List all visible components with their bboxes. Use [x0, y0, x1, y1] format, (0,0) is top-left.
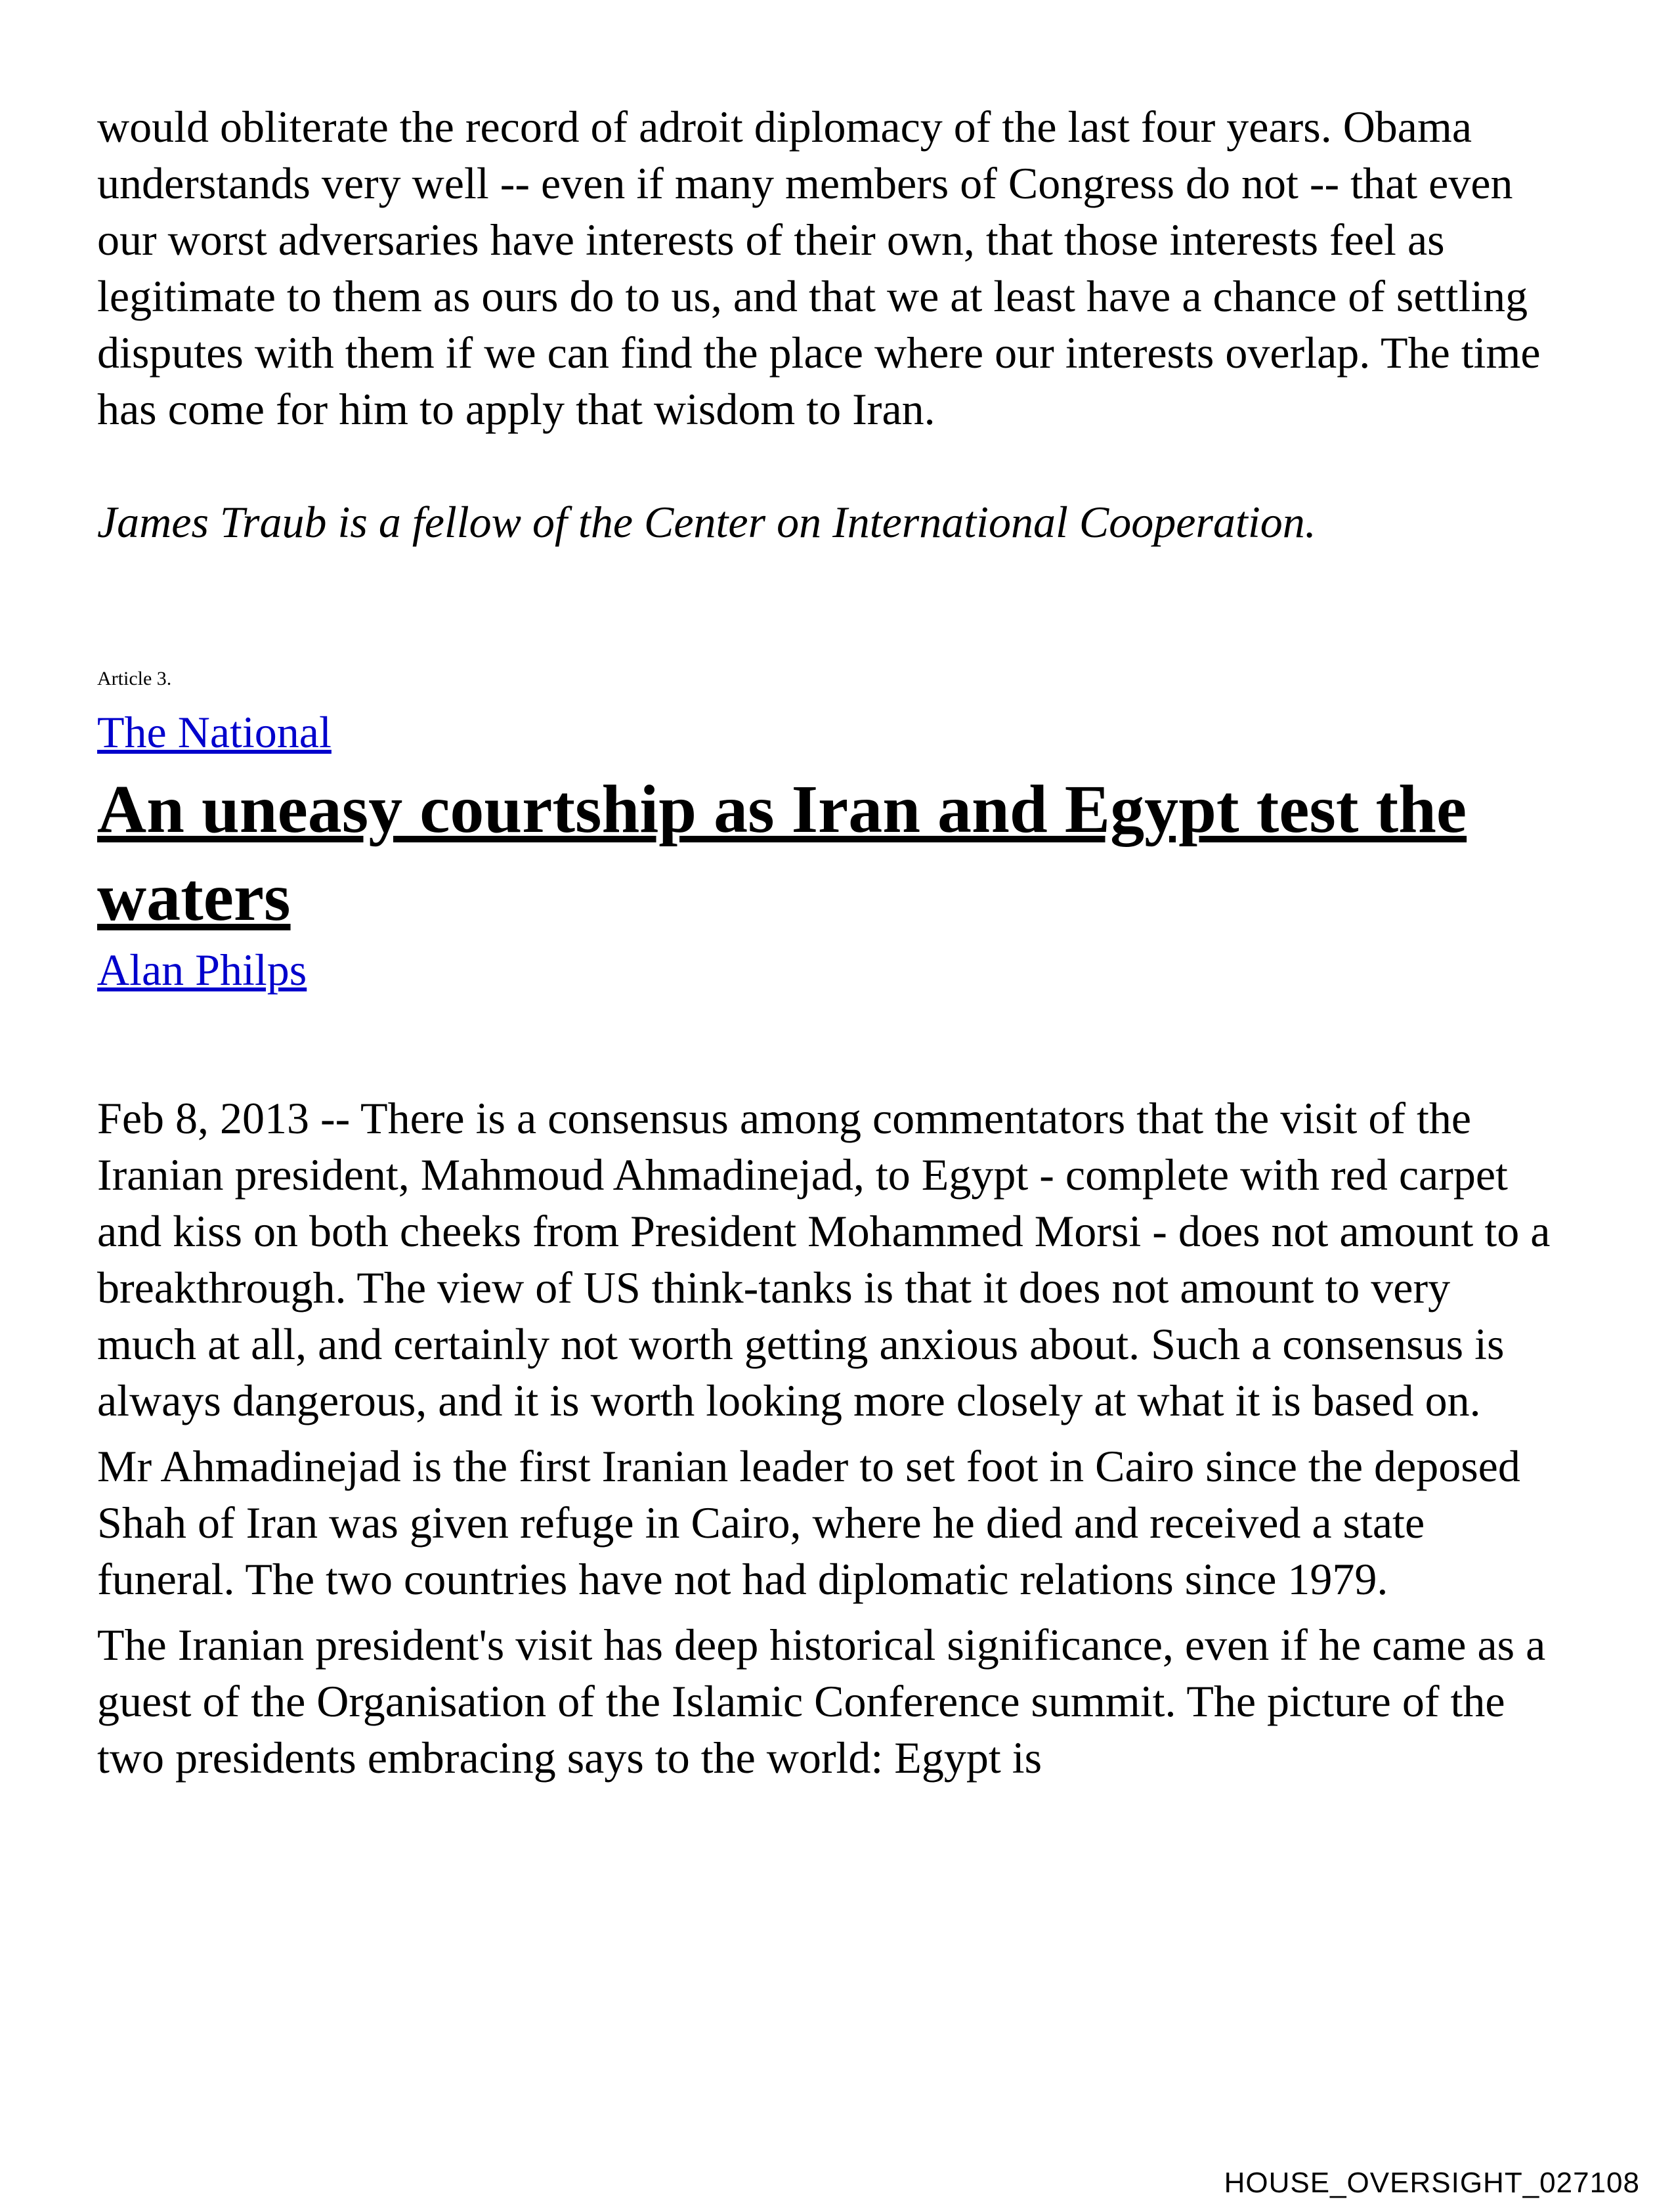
article-paragraph: The Iranian president's visit has deep historical significance, even if he came as a guest of the Organisation of the Islamic Conference summit. The picture of the two presidents embracing says to the world: Egypt is — [97, 1620, 1546, 1783]
previous-article-author-note: James Traub is a fellow of the Center on International Cooperation. — [97, 497, 1316, 547]
author-link[interactable]: Alan Philps — [97, 945, 307, 995]
document-id-stamp: HOUSE_OVERSIGHT_027108 — [1224, 2167, 1640, 2199]
article-paragraph: Mr Ahmadinejad is the first Iranian leader to set foot in Cairo since the deposed Shah of Iran was given refuge in Cairo, where he died and received a state funeral. The two countries have not had diplomatic relations since 1979. — [97, 1441, 1520, 1604]
source-link[interactable]: The National — [97, 707, 332, 757]
document-page — [97, 98, 1555, 1786]
article-number-label: Article 3. — [97, 668, 172, 689]
article-headline: An uneasy courtship as Iran and Egypt test the waters — [97, 771, 1467, 935]
article-paragraph: Feb 8, 2013 -- There is a consensus among commentators that the visit of the Iranian president, Mahmoud Ahmadinejad, to Egypt - complete with red carpet and kiss on both cheeks from President Mohammed Morsi - does not amount to a breakthrough. The view of US think-tanks is that it does not amount to very much at all, and certainly not worth getting anxious about. Such a consensus is always dangerous, and it is worth looking more closely at what it is based on. — [97, 1093, 1551, 1425]
previous-article-closing-paragraph: would obliterate the record of adroit diplomacy of the last four years. Obama understands very well -- even if many members of Congress do not -- that even our worst adversaries have interests of their own, that those interests feel as legitimate to them as ours do to us, and that we at least have a chance of settling disputes with them if we can find the place where our interests overlap. The time has come for him to apply that wisdom to Iran. — [97, 102, 1541, 434]
article-body — [97, 1090, 1555, 1786]
